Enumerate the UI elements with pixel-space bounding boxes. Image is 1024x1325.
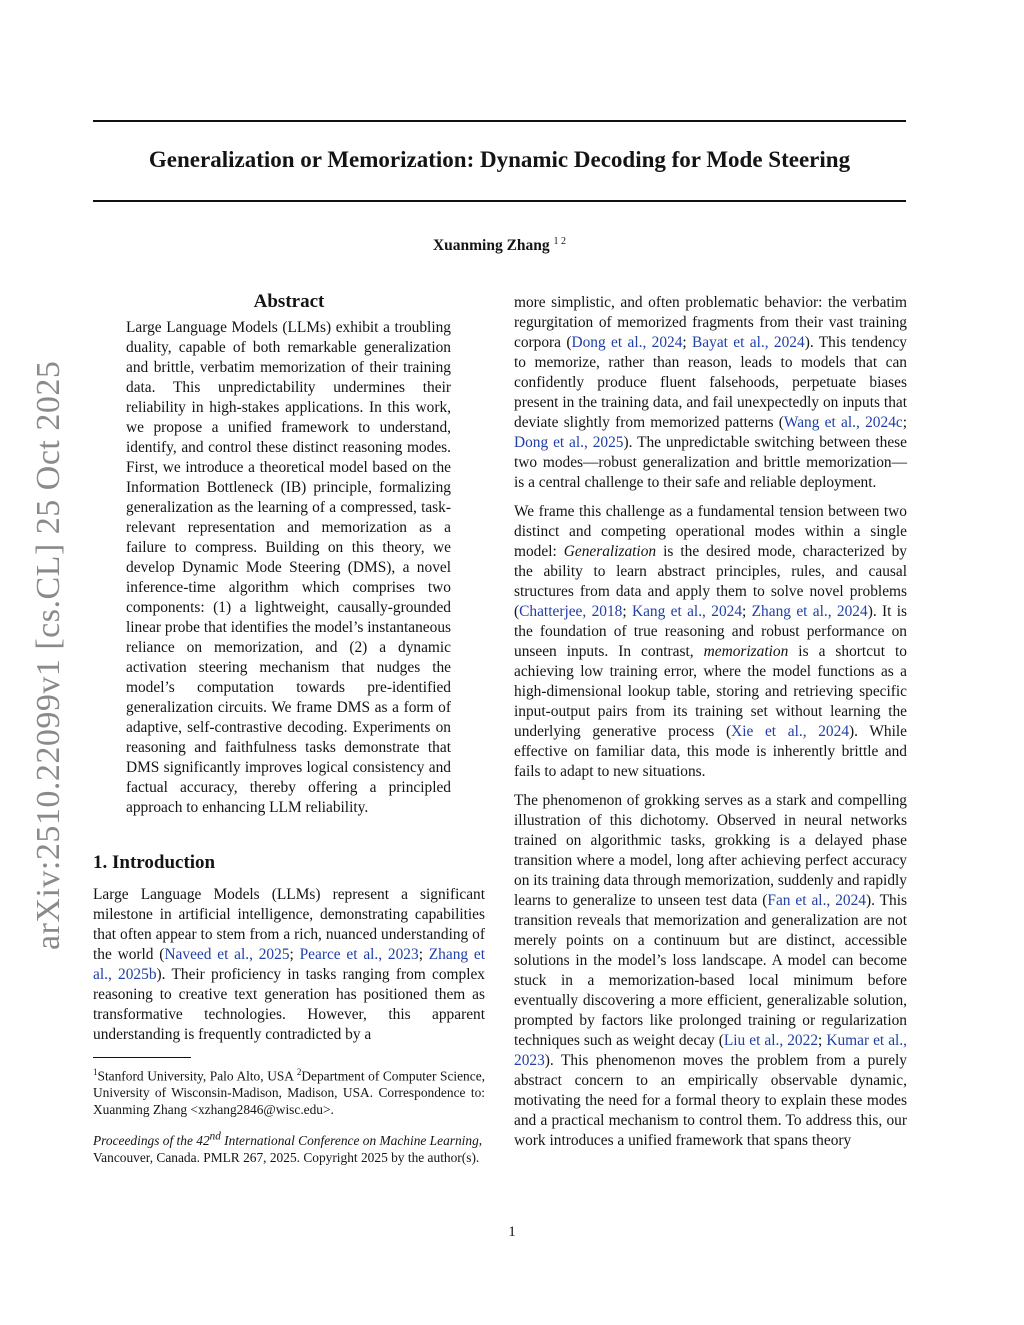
citation-link[interactable]: Wang et al., 2024c <box>783 414 903 431</box>
intro-paragraph-1-continued: more simplistic, and often problematic behavior: the verbatim regurgitation of memorized fragments from their vast training corpora (Dong et al., 2024; Bayat et al., 2024). This tendency to memorize, rather than reason, leads to models that can confidently produce fluent falsehoods, perpetuate biases present in the training data, and fail unexpectedly on inputs that deviate slightly from memorized patterns (Wang et al., 2024c; Dong et al., 2025). The unpredictable switching between these two modes—robust generalization and brittle memorization—is a central challenge to their safe and reliable deployment. <box>514 294 907 491</box>
affiliation-footnote: $^1$Stanford University, Palo Alto, USA $^2$Department of Computer Science, University of Wisconsin-Madison, Madison, USA. Correspondence to: Xuanming Zhang <xzhang2846@wisc.edu>. <box>93 1067 485 1118</box>
citation-link[interactable]: Zhang et al., 2025b <box>93 946 486 983</box>
abstract-heading: Abstract <box>253 291 325 312</box>
footnote-rule <box>93 1057 191 1058</box>
citation-link[interactable]: Kang et al., 2024 <box>631 603 743 620</box>
arxiv-identifier: arXiv:2510.22099v1 [cs.CL] 25 Oct 2025 <box>30 360 67 950</box>
citation-link[interactable]: Liu et al., 2022 <box>723 1032 819 1049</box>
title-rule-top <box>93 120 906 122</box>
intro-paragraph-1: Large Language Models (LLMs) represent a significant milestone in artificial intelligence, demonstrating capabilities that often appear to stem from a rich, nuanced understanding of the world (Naveed et al., 2025; Pearce et al., 2023; Zhang et al., 2025b). Their proficiency in tasks ranging from complex reasoning to creative text generation has positioned them as transformative technologies. However, this apparent understanding is frequently contradicted by a <box>93 886 486 1043</box>
intro-paragraph-2: We frame this challenge as a fundamental tension between two distinct and competing operational modes within a single model: Generalization is the desired mode, characterized by the ability to learn abstract principles, rules, and causal structures from data and apply them to solve novel problems (Chatterjee, 2018; Kang et al., 2024; Zhang et al., 2024). It is the foundation of true reasoning and robust performance on unseen inputs. In contrast, memorization is a shortcut to achieving low training error, where the model functions as a high-dimensional lookup table, storing and retrieving specific input-output pairs from its training set without learning the underlying generative process (Xie et al., 2024). While effective on familiar data, this mode is inherently brittle and fails to adapt to new situations. <box>514 503 908 780</box>
citation-link[interactable]: Bayat et al., 2024 <box>692 334 805 351</box>
page-number: 1 <box>508 1224 516 1240</box>
paper-title: Generalization or Memorization: Dynamic Decoding for Mode Steering <box>148 147 851 172</box>
citation-link[interactable]: Dong et al., 2025 <box>514 434 624 451</box>
proceedings-note: Proceedings of the 42nd International Conference on Machine Learning, Vancouver, Canada. PMLR 267, 2025. Copyright 2025 by the author(s). <box>93 1130 483 1165</box>
citation-link[interactable]: Chatterjee, 2018 <box>519 603 623 620</box>
citation-link[interactable]: Dong et al., 2024 <box>571 334 683 351</box>
citation-link[interactable]: Zhang et al., 2024 <box>751 603 868 620</box>
author-affiliation-marks: 1 2 <box>553 236 567 247</box>
abstract-body: Large Language Models (LLMs) exhibit a troubling duality, capable of both remarkable generalization and brittle, verbatim memorization of their training data. This unpredictability undermines their reliability in high-stakes applications. In this work, we propose a unified framework to understand, identify, and control these distinct reasoning modes. First, we introduce a theoretical model based on the Information Bottleneck (IB) principle, formalizing generalization as the learning of a compressed, task-relevant representation and memorization as a failure to compress. Building on this theory, we develop Dynamic Mode Steering (DMS), a novel inference-time algorithm which comprises two components: (1) a lightweight, causally-grounded linear probe that identifies the model’s instantaneous reliance on memorization, and (2) a dynamic activation steering mechanism that nudges the model’s computation towards pre-identified generalization circuits. We frame DMS as a form of adaptive, self-contrastive decoding. Experiments on reasoning and faithfulness tasks demonstrate that DMS significantly improves logical consistency and factual accuracy, thereby offering a principled approach to enhancing LLM reliability. <box>126 319 451 816</box>
intro-paragraph-3: The phenomenon of grokking serves as a stark and compelling illustration of this dichotomy. Observed in neural networks trained on algorithmic tasks, grokking is a delayed phase transition where a model, long after achieving perfect accuracy on its training data through memorization, suddenly and rapidly learns to generalize to unseen test data (Fan et al., 2024). This transition reveals that memorization and generalization are not merely points on a continuum but are distinct, accessible solutions in the model’s loss landscape. A model can become stuck in a memorization-based local minimum before eventually discovering a more efficient, generalizable solution, prompted by factors like prolonged training or regularization techniques such as weight decay (Liu et al., 2022; Kumar et al., 2023). This phenomenon moves the problem from a purely abstract concern to an empirically observable dynamic, motivating the need for a formal theory to explain these modes and a practical mechanism to control them. To address this, our work introduces a unified framework that spans theory <box>514 792 908 1149</box>
intro-heading: 1. Introduction <box>93 852 216 873</box>
right-column <box>514 293 907 1160</box>
citation-link[interactable]: Pearce et al., 2023 <box>299 946 419 963</box>
author-name: Xuanming Zhang <box>432 237 550 255</box>
citation-link[interactable]: Kumar et al., 2023 <box>514 1032 908 1069</box>
title-rule-bottom <box>93 200 906 202</box>
left-column <box>93 290 485 1166</box>
citation-link[interactable]: Naveed et al., 2025 <box>164 946 290 963</box>
author-line <box>93 236 906 255</box>
citation-link[interactable]: Fan et al., 2024 <box>767 892 866 909</box>
citation-link[interactable]: Xie et al., 2024 <box>731 723 850 740</box>
